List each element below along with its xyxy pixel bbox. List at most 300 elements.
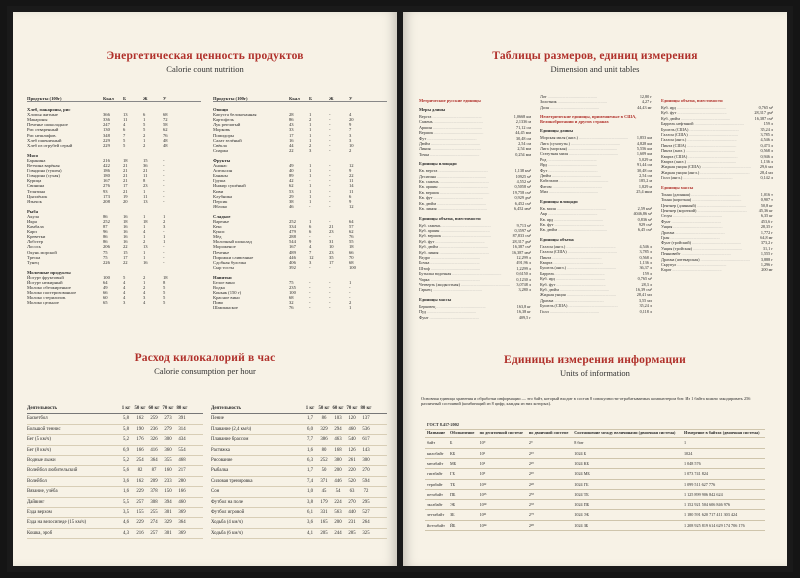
unit-value: 1,609 км — [636, 151, 652, 157]
food-value: - — [329, 147, 331, 153]
activity-value: 63 — [349, 489, 355, 495]
unit-section-heading: Метрические русские единицы — [419, 98, 481, 103]
activity-value: 3,6 — [123, 478, 129, 484]
food-name: Белое вино — [213, 280, 235, 285]
unit-name: Дюйм ..... — [540, 173, 637, 178]
food-value: 6 — [309, 224, 312, 230]
food-value: 1 — [309, 122, 312, 128]
food-name: Камбала — [27, 224, 44, 230]
food-value: 16 — [123, 234, 128, 240]
food-value: 17 — [289, 132, 294, 138]
unit-value: 2,1336 м — [515, 119, 531, 125]
info-cell: 1024 ЭБ — [572, 510, 682, 520]
food-value: - — [329, 305, 331, 311]
food-name: Треска — [27, 254, 41, 260]
calories-row — [27, 477, 203, 487]
unit-value: 2,54 мм — [517, 146, 531, 152]
food-value: 167 — [103, 178, 110, 184]
food-value: 1 — [143, 137, 146, 143]
food-value: 8 — [163, 280, 166, 285]
unit-value: 1,853 км — [636, 135, 652, 141]
unit-value: 28,317 дм³ — [512, 238, 531, 244]
food-value: 100 — [349, 264, 356, 270]
info-standard-row — [425, 422, 765, 430]
info-header-cell: по десятичной системе — [478, 430, 527, 438]
dimensions-column-2 — [540, 94, 652, 320]
activity-value: 216 — [136, 530, 144, 536]
food-value: - — [349, 290, 351, 296]
unit-name: Точка ..... — [419, 152, 513, 157]
calories-row — [211, 414, 387, 424]
food-value: 11 — [123, 117, 128, 123]
food-value: 40 — [289, 168, 294, 174]
unit-name: Гарнец ..... — [419, 287, 516, 292]
unit-section-heading: Единицы длины — [540, 128, 573, 134]
activity-value: 1,7 — [307, 468, 313, 474]
food-value: 2 — [309, 117, 312, 123]
nutrition-row — [213, 305, 387, 310]
food-name: Бананы — [213, 173, 228, 179]
activity-value: 1,7 — [307, 416, 313, 422]
food-name: Йогурт нежирный — [27, 280, 63, 285]
info-cell: терабайт — [425, 479, 448, 489]
unit-value: 200 мг — [761, 267, 773, 273]
food-value: - — [309, 290, 311, 296]
food-value: 229 — [103, 137, 110, 143]
unit-name: Лот ..... — [540, 94, 638, 99]
info-cell: 1 099 511 627 776 — [682, 479, 765, 489]
food-name: Шампанское — [213, 305, 238, 311]
calories-header-row — [27, 404, 203, 414]
food-name: Курица — [27, 178, 42, 184]
unit-value: 0,3597 м³ — [514, 227, 531, 233]
activity-value: 236 — [150, 426, 158, 432]
food-value: - — [329, 173, 331, 179]
unit-value: 0,765 м³ — [758, 105, 773, 110]
unit-name: Куб. дюйм ..... — [661, 116, 753, 121]
unit-name: Пинта (англ.) ..... — [661, 148, 758, 153]
food-value: 86 — [289, 117, 294, 123]
activity-name: Водные лыжи — [27, 458, 56, 464]
unit-name: Кв. дюйм ..... — [540, 227, 636, 232]
info-header-cell: Название — [425, 430, 448, 438]
food-value: 44 — [289, 142, 294, 148]
unit-value: 1,296 г — [760, 261, 773, 267]
dimensions-tables — [419, 94, 773, 320]
info-row — [425, 489, 765, 499]
unit-value: 5,029 м — [638, 156, 652, 162]
food-value: 226 — [103, 259, 110, 265]
food-value: 3 — [143, 295, 146, 301]
food-name: Цыплёнок — [27, 193, 48, 199]
unit-value: 5,556 км — [636, 146, 652, 152]
food-name: Сыр тосты — [213, 264, 235, 270]
food-value: 208 — [103, 198, 110, 204]
unit-name: Куб. ярд ..... — [661, 105, 757, 110]
food-value: 23 — [329, 249, 334, 255]
activity-value: 3,6 — [307, 520, 313, 526]
food-value: 10 — [349, 142, 354, 148]
unit-value: 1,0668 км — [513, 114, 531, 119]
dimensions-subtitle: Dimension and unit tables — [550, 64, 640, 74]
food-value: 9 — [349, 122, 352, 128]
activity-value: 4,3 — [123, 530, 129, 536]
food-value: 11 — [349, 178, 354, 184]
info-row — [425, 459, 765, 469]
food-value: 93 — [103, 188, 108, 194]
unit-value: 28,3 л — [641, 281, 652, 287]
unit-value: 0,765 м³ — [637, 276, 652, 282]
food-value: 17 — [329, 259, 334, 265]
info-cell: зеттабайт — [425, 510, 448, 520]
activity-value: 7,7 — [307, 437, 313, 443]
activity-value: 200 — [334, 468, 342, 474]
unit-value: 3,55 мл — [638, 297, 652, 303]
unit-name: Чарка ..... — [419, 277, 514, 282]
food-value: - — [329, 163, 331, 169]
activity-name: Силовая тренировка — [211, 478, 253, 484]
food-value: 336 — [103, 117, 110, 123]
activity-value: 279 — [164, 426, 172, 432]
info-cell: 1024 МБ — [572, 469, 682, 479]
unit-section-heading: Единицы объема, вместимости — [661, 98, 723, 103]
unit-name: Статутная миля ..... — [540, 151, 635, 156]
unit-name: Пуд ..... — [419, 309, 515, 314]
calories-column-right — [211, 404, 387, 539]
nutrition-row — [27, 260, 201, 265]
activity-name: Езда на велосипеде (15 км/ч) — [27, 520, 87, 526]
food-name: Картофель — [213, 117, 234, 123]
food-value: 48 — [163, 142, 168, 148]
food-value: - — [329, 137, 331, 143]
food-name: Морковь — [213, 127, 231, 133]
info-cell: 10⁶ — [478, 459, 527, 469]
food-value: 16 — [143, 259, 148, 265]
food-name: Инжир сушёный — [213, 183, 246, 189]
unit-value: 1,016 т — [760, 191, 773, 197]
activity-value: 594 — [362, 478, 370, 484]
unit-name: Вершок ..... — [419, 130, 513, 135]
food-value: 46 — [289, 203, 294, 209]
activity-name: Баскетбол — [27, 416, 48, 422]
unit-name: Фунт ..... — [419, 315, 517, 320]
unit-value: 12,299 л — [516, 254, 531, 260]
unit-name: Бутылка водочная ..... — [419, 271, 514, 276]
unit-name: Скрупул ..... — [661, 262, 759, 267]
food-value: 479 — [289, 229, 296, 235]
activity-value: 294 — [334, 426, 342, 432]
food-name: Молоко пастеризованное — [27, 290, 77, 296]
unit-value: 0,254 мм — [515, 151, 531, 157]
activity-value: 120 — [348, 416, 356, 422]
food-value: 42 — [289, 178, 294, 184]
food-value: 1 — [143, 213, 146, 219]
unit-name: Карат ..... — [661, 267, 759, 272]
activity-value: 360 — [164, 447, 172, 453]
food-value: 4 — [349, 112, 352, 118]
calories-table — [27, 404, 387, 539]
nutrition-category: Мясо — [27, 152, 39, 158]
activity-value: 217 — [178, 468, 186, 474]
info-cell: 1 048 576 — [682, 459, 765, 469]
nutrition-column-right — [213, 96, 387, 311]
activity-value: 378 — [150, 489, 158, 495]
info-row — [425, 510, 765, 520]
food-value: - — [309, 295, 311, 301]
unit-section-heading: Единицы объема, вместимости — [419, 215, 481, 221]
nutrition-header-cell: Ж — [143, 96, 148, 101]
food-value: - — [329, 132, 331, 138]
food-name: Телятина — [27, 188, 46, 194]
info-cell: мегабайт — [425, 459, 448, 469]
activity-value: 460 — [178, 499, 186, 505]
calories-header-cell: 50 кг — [318, 406, 330, 411]
unit-name: Фут ..... — [540, 168, 635, 173]
nutrition-header-cell: Продукты (100г) — [213, 96, 248, 101]
food-value: 252 — [289, 218, 296, 224]
food-value: 35 — [329, 254, 334, 260]
calories-header-cell: 80 кг — [360, 406, 372, 411]
food-value: - — [329, 198, 331, 204]
food-value: 12 — [309, 254, 314, 260]
nutrition-header-cell: У — [349, 96, 353, 101]
unit-value: 1,136 л — [760, 159, 773, 165]
unit-value: 29,6 мл — [759, 164, 773, 170]
food-name: Свёкла — [213, 142, 227, 148]
food-value: 21 — [123, 173, 128, 179]
info-subtitle: Units of information — [560, 368, 630, 378]
activity-value: 231 — [348, 520, 356, 526]
food-value: - — [329, 122, 331, 128]
unit-name: Жидкая унция ..... — [540, 292, 635, 297]
calories-row — [27, 446, 203, 456]
food-value: 76 — [349, 234, 354, 240]
activity-value: 434 — [178, 437, 186, 443]
activity-name: Футбол на поле — [211, 499, 243, 505]
unit-value: 1,829 м — [638, 183, 652, 189]
info-cell: 10²¹ — [478, 510, 527, 520]
food-value: 62 — [349, 229, 354, 235]
calories-row — [27, 414, 203, 424]
food-name: Печенье шоколадное — [27, 122, 68, 128]
unit-value: 30,48 см — [516, 135, 531, 141]
unit-name: Кв. линия ..... — [419, 206, 512, 211]
activity-value: 87 — [151, 468, 157, 474]
unit-name: Дюйм ..... — [419, 141, 516, 146]
food-value: 5 — [143, 122, 146, 128]
nutrition-title: Энергетическая ценность продуктов — [106, 50, 304, 62]
info-cell: 2⁷⁰ — [527, 510, 572, 520]
info-header-cell: Соотношение между величинами (двоичная система) — [572, 430, 682, 438]
unit-value: 3,280 л — [518, 287, 531, 293]
unit-section-heading: Меры длины — [419, 107, 446, 112]
activity-value: 5,2 — [123, 437, 129, 443]
activity-value: 300 — [362, 458, 370, 464]
food-value: 8 — [143, 178, 146, 184]
activity-value: 3,8 — [307, 499, 313, 505]
unit-name: Баррель ..... — [540, 271, 641, 276]
nutrition-row — [27, 143, 201, 148]
food-value: 86 — [103, 239, 108, 245]
food-value: 33 — [289, 127, 294, 133]
food-name: Водка — [213, 285, 225, 291]
food-value: 1 — [309, 183, 312, 189]
food-value: 3 — [309, 259, 312, 265]
food-value: 1 — [309, 168, 312, 174]
food-value: 22 — [123, 259, 128, 265]
activity-value: 86 — [321, 416, 327, 422]
food-value: 68 — [289, 295, 294, 301]
food-value: 247 — [103, 122, 110, 128]
food-value: 2 — [143, 132, 146, 138]
unit-name: Куб. фут ..... — [419, 239, 510, 244]
unit-name: Ярд ..... — [540, 162, 635, 167]
info-cell: 1024 ЗБ — [572, 520, 682, 530]
food-value: 1 — [143, 117, 146, 123]
activity-value: 1,6 — [123, 489, 129, 495]
unit-row — [419, 152, 531, 157]
unit-name: Куб. дюйм ..... — [419, 244, 511, 249]
food-name: Икра — [27, 218, 37, 224]
food-value: - — [163, 254, 165, 260]
food-value: 9 — [349, 168, 352, 174]
unit-name: Куб. фут ..... — [661, 110, 752, 115]
food-value: 544 — [289, 239, 296, 245]
activity-value: 50 — [321, 468, 327, 474]
info-cell: 2²⁰ — [527, 459, 572, 469]
unit-row — [419, 287, 531, 292]
unit-value: 25,4 мкм — [636, 189, 652, 195]
food-value: 21 — [123, 168, 128, 174]
food-value: - — [349, 295, 351, 301]
info-standard: ГОСТ 8.417-2002 — [425, 422, 765, 430]
unit-value: 0,142 л — [760, 175, 773, 181]
food-value: 13 — [143, 198, 148, 204]
food-value: 2 — [143, 285, 146, 291]
food-value: 87 — [103, 224, 108, 230]
activity-value: 4,6 — [123, 520, 129, 526]
food-value: - — [329, 188, 331, 194]
food-value: - — [163, 229, 165, 235]
unit-value: 12,80 г — [639, 94, 652, 99]
unit-name: Жидкая унция (США) ..... — [661, 164, 758, 169]
food-value: - — [163, 249, 165, 255]
food-value: - — [329, 193, 331, 199]
info-row — [425, 520, 765, 530]
food-value: 1 — [143, 280, 146, 285]
activity-value: 255 — [150, 510, 158, 516]
nutrition-header-row — [27, 96, 201, 102]
food-value: 16 — [289, 137, 294, 143]
food-value: 1 — [143, 254, 146, 260]
unit-name: Мил ..... — [540, 189, 634, 194]
food-value: 5 — [163, 295, 166, 301]
activity-value: 3,5 — [123, 510, 129, 516]
food-value: 11 — [349, 188, 354, 194]
food-value: 22 — [349, 173, 354, 179]
unit-name: Штоф ..... — [419, 266, 514, 271]
calories-subtitle: Calorie consumption per hour — [154, 366, 256, 376]
unit-name: Драхма ..... — [661, 230, 759, 235]
food-value: - — [329, 142, 331, 148]
activity-value: 45 — [321, 489, 327, 495]
calories-row — [27, 487, 203, 497]
food-name: Молоко обезжиренное — [27, 285, 71, 291]
food-value: 49 — [289, 163, 294, 169]
calories-row — [27, 518, 203, 528]
unit-name: Унция ..... — [661, 224, 759, 229]
activity-value: 6,9 — [123, 447, 129, 453]
info-cell: 10³ — [478, 448, 527, 458]
calories-column-left — [27, 404, 203, 539]
food-value: 5 — [163, 285, 166, 291]
food-value: - — [309, 178, 311, 184]
food-name: Клубника — [213, 193, 233, 199]
info-cell: 2⁴⁰ — [527, 479, 572, 489]
nutrition-category: Хлеб, макароны, рис — [27, 107, 71, 113]
food-value: 2 — [143, 274, 146, 280]
food-value: 1 — [309, 163, 312, 169]
info-cell: КБ — [448, 448, 478, 458]
unit-name: Бочка ..... — [419, 260, 514, 265]
unit-row — [419, 206, 531, 211]
activity-value: 257 — [136, 499, 144, 505]
activity-name: Плавание (2,4 км/ч) — [211, 426, 252, 432]
activity-value: 200 — [334, 520, 342, 526]
info-cell: 1 073 741 824 — [682, 469, 765, 479]
unit-value: 163,8 кг — [516, 303, 531, 309]
food-value: 68 — [349, 259, 354, 265]
unit-name: Кв. аршин ..... — [419, 184, 513, 189]
unit-value: 185,2 м — [638, 178, 652, 184]
info-cell: 1 125 899 906 842 624 — [682, 489, 765, 499]
unit-value: 0,907 т — [760, 197, 773, 203]
unit-section-heading: Единицы площади — [419, 161, 457, 167]
activity-value: 244 — [334, 530, 342, 536]
activity-name: Сон — [211, 489, 220, 495]
unit-name: Галлон (англ.) ..... — [661, 137, 758, 142]
food-value: 36 — [143, 163, 148, 169]
food-name: Мёд — [213, 234, 222, 240]
unit-row — [540, 309, 652, 314]
unit-value: 373,2 г — [760, 240, 773, 246]
unit-value: 1,136 л — [639, 259, 652, 265]
unit-value: 19,758 см² — [512, 189, 531, 195]
food-value: 1 — [349, 280, 352, 285]
activity-value: 6,0 — [307, 426, 313, 432]
food-value: - — [329, 117, 331, 123]
food-value: 4 — [123, 122, 126, 128]
food-value: 6 — [309, 229, 312, 235]
food-value: 2 — [349, 147, 352, 153]
unit-section-heading: Единицы площади — [540, 198, 578, 204]
food-value: - — [329, 218, 331, 224]
unit-value: 0,836 м² — [637, 216, 652, 222]
food-name: Говядина (тушен) — [27, 168, 62, 174]
calories-row — [211, 466, 387, 476]
calories-header-cell: Деятельность — [211, 406, 241, 411]
food-value: 86 — [103, 234, 108, 240]
activity-name: Волейбол любительский — [27, 468, 78, 474]
info-cell: Б — [448, 438, 478, 448]
food-value: - — [163, 183, 165, 189]
activity-name: Рисование — [211, 458, 233, 464]
unit-name: Гилл ..... — [540, 309, 638, 314]
unit-name: Галлон (США) ..... — [661, 132, 758, 137]
food-value: 96 — [103, 229, 108, 235]
food-name: Хлопья житные — [27, 112, 58, 118]
unit-section-heading: Неметрические единицы, применяемые в США, Великобритании и других странах — [540, 114, 637, 125]
